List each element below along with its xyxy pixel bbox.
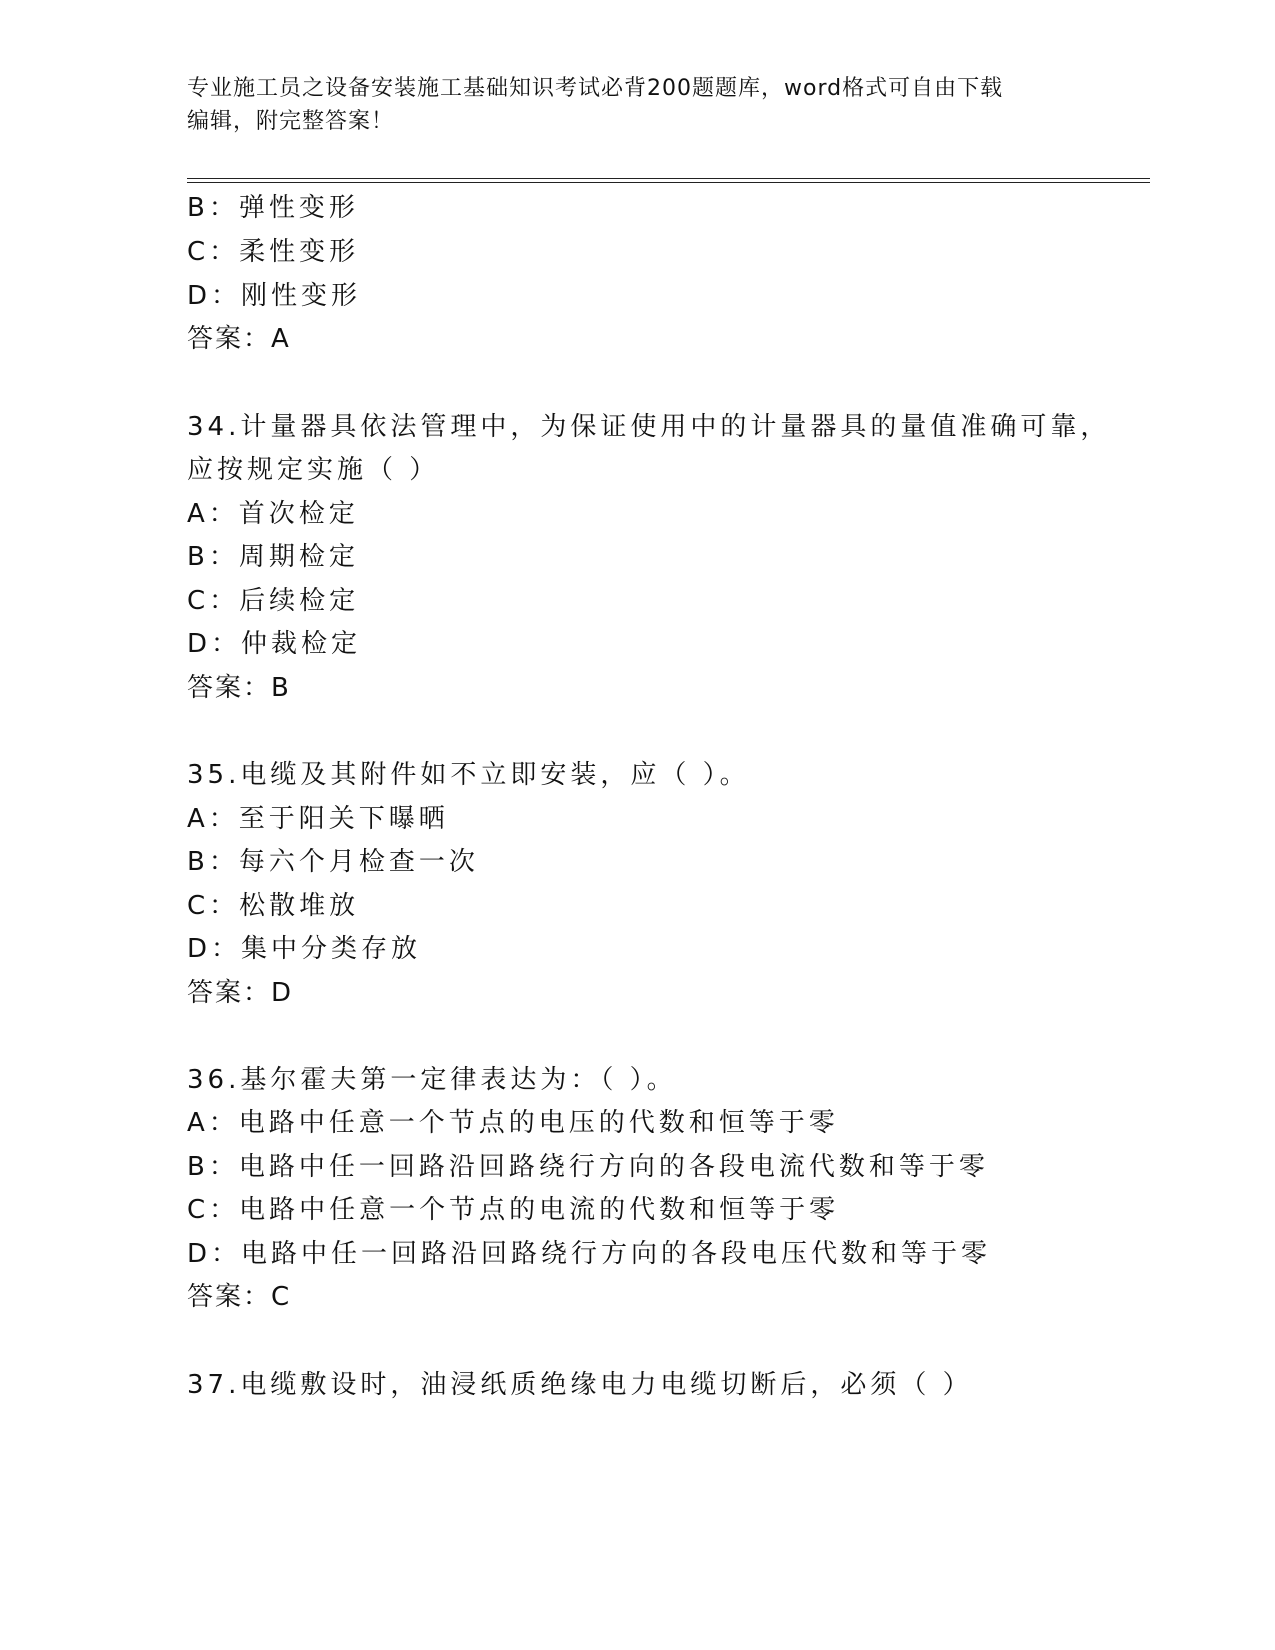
q36-option-b: B：电路中任一回路沿回路绕行方向的各段电流代数和等于零	[187, 1152, 989, 1182]
q34-option-b: B：周期检定	[187, 542, 359, 572]
q33-option-b: B：弹性变形	[187, 193, 359, 223]
q34-stem-line1: 34.计量器具依法管理中，为保证使用中的计量器具的量值准确可靠，	[187, 412, 1111, 442]
header-title-line2: 编辑，附完整答案！	[187, 109, 395, 134]
q36-option-c: C：电路中任意一个节点的电流的代数和恒等于零	[187, 1195, 840, 1225]
q35-stem: 35.电缆及其附件如不立即安装，应（ ）。	[187, 760, 750, 790]
q34-stem-line2: 应按规定实施（ ）	[187, 455, 440, 485]
q36-option-d: D：电路中任一回路沿回路绕行方向的各段电压代数和等于零	[187, 1239, 992, 1269]
q34-option-d: D：仲裁检定	[187, 629, 362, 659]
q34-option-a: A：首次检定	[187, 499, 359, 529]
q33-option-d: D：刚性变形	[187, 281, 362, 311]
q34-option-c: C：后续检定	[187, 586, 360, 616]
header-title-line1: 专业施工员之设备安装施工基础知识考试必背200题题库，word格式可自由下载	[187, 76, 1004, 101]
q33-answer: 答案：A	[187, 324, 291, 354]
q36-option-a: A：电路中任意一个节点的电压的代数和恒等于零	[187, 1108, 839, 1138]
q35-answer: 答案：D	[187, 978, 294, 1008]
q36-answer: 答案：C	[187, 1282, 292, 1312]
q35-option-d: D：集中分类存放	[187, 934, 422, 964]
q37-stem: 37.电缆敷设时，油浸纸质绝缘电力电缆切断后，必须（ ）	[187, 1370, 973, 1400]
q35-option-a: A：至于阳关下曝晒	[187, 804, 449, 834]
q35-option-b: B：每六个月检查一次	[187, 847, 479, 877]
q36-stem: 36.基尔霍夫第一定律表达为：（ ）。	[187, 1065, 677, 1095]
q35-option-c: C：松散堆放	[187, 891, 360, 921]
page-header	[187, 72, 1087, 138]
q34-answer: 答案：B	[187, 673, 291, 703]
q33-option-c: C：柔性变形	[187, 237, 360, 267]
header-divider	[187, 178, 1150, 183]
